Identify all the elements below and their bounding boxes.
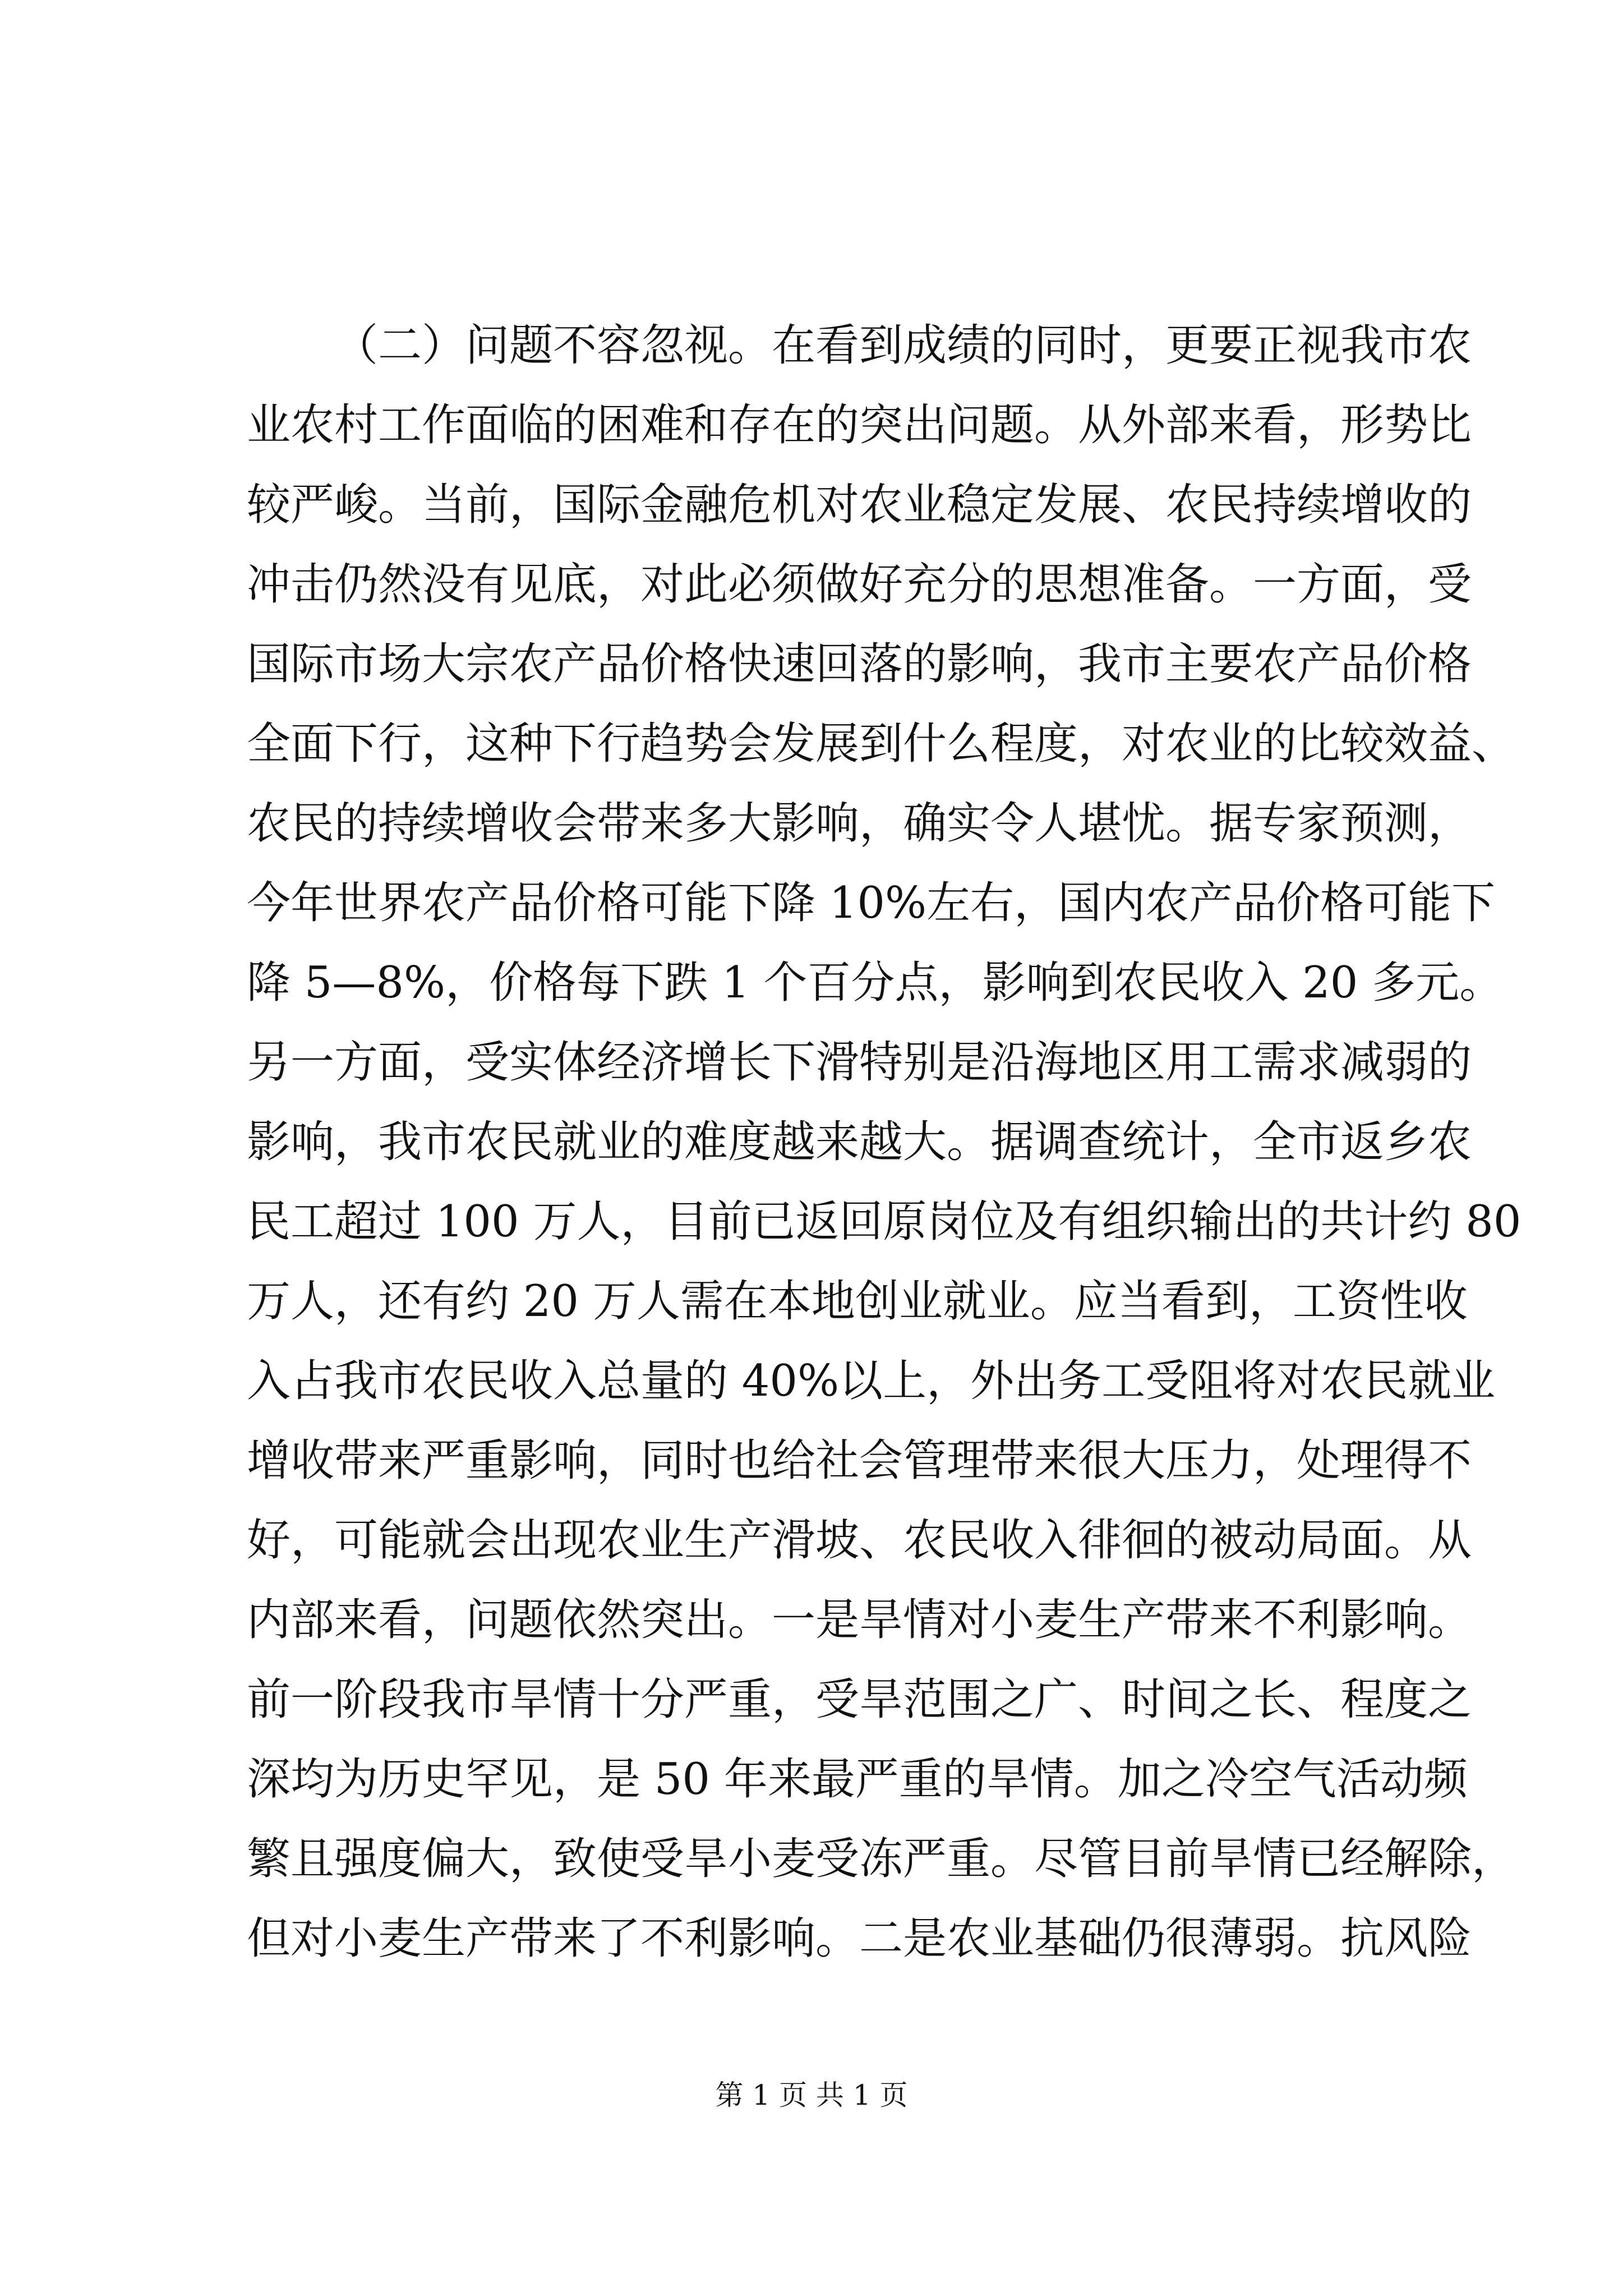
text-line: 前一阶段我市旱情十分严重，受旱范围之广、时间之长、程度之 xyxy=(247,1674,1472,1725)
page-footer: 第 1 页 共 1 页 xyxy=(715,2079,908,2111)
text-line: 好，可能就会出现农业生产滑坡、农民收入徘徊的被动局面。从 xyxy=(247,1515,1472,1566)
text-line: 国际市场大宗农产品价格快速回落的影响，我市主要农产品价格 xyxy=(247,639,1472,689)
text-line: 农民的持续增收会带来多大影响，确实令人堪忧。据专家预测， xyxy=(247,798,1472,849)
text-line: 深均为历史罕见，是 50 年来最严重的旱情。加之冷空气活动频 xyxy=(247,1754,1468,1805)
text-line: 业农村工作面临的困难和存在的突出问题。从外部来看，形势比 xyxy=(247,400,1472,450)
text-line: 入占我市农民收入总量的 40%以上，外出务工受阻将对农民就业 xyxy=(247,1356,1496,1406)
text-line: 影响，我市农民就业的难度越来越大。据调查统计，全市返乡农 xyxy=(247,1117,1472,1167)
text-line: 降 5—8%，价格每下跌 1 个百分点，影响到农民收入 20 多元。 xyxy=(247,958,1504,1008)
text-line: 内部来看，问题依然突出。一是旱情对小麦生产带来不利影响。 xyxy=(247,1595,1472,1645)
text-line: 但对小麦生产带来了不利影响。二是农业基础仍很薄弱。抗风险 xyxy=(247,1913,1472,1964)
text-line: 冲击仍然没有见底，对此必须做好充分的思想准备。一方面，受 xyxy=(247,559,1472,610)
text-line: 全面下行，这种下行趋势会发展到什么程度，对农业的比较效益、 xyxy=(247,719,1516,769)
text-line: 繁且强度偏大，致使受旱小麦受冻严重。尽管目前旱情已经解除， xyxy=(247,1834,1516,1884)
text-line: 万人，还有约 20 万人需在本地创业就业。应当看到，工资性收 xyxy=(247,1276,1468,1327)
text-line: 民工超过 100 万人，目前已返回原岗位及有组织输出的共计约 80 xyxy=(247,1197,1521,1247)
text-line: 增收带来严重影响，同时也给社会管理带来很大压力，处理得不 xyxy=(247,1435,1472,1486)
text-line: （二）问题不容忽视。在看到成绩的同时，更要正视我市农 xyxy=(334,320,1472,371)
text-line: 较严峻。当前，国际金融危机对农业稳定发展、农民持续增收的 xyxy=(247,480,1472,530)
text-line: 另一方面，受实体经济增长下滑特别是沿海地区用工需求减弱的 xyxy=(247,1037,1472,1088)
text-line: 今年世界农产品价格可能下降 10%左右，国内农产品价格可能下 xyxy=(247,878,1496,928)
body-paragraph xyxy=(247,306,1521,1978)
